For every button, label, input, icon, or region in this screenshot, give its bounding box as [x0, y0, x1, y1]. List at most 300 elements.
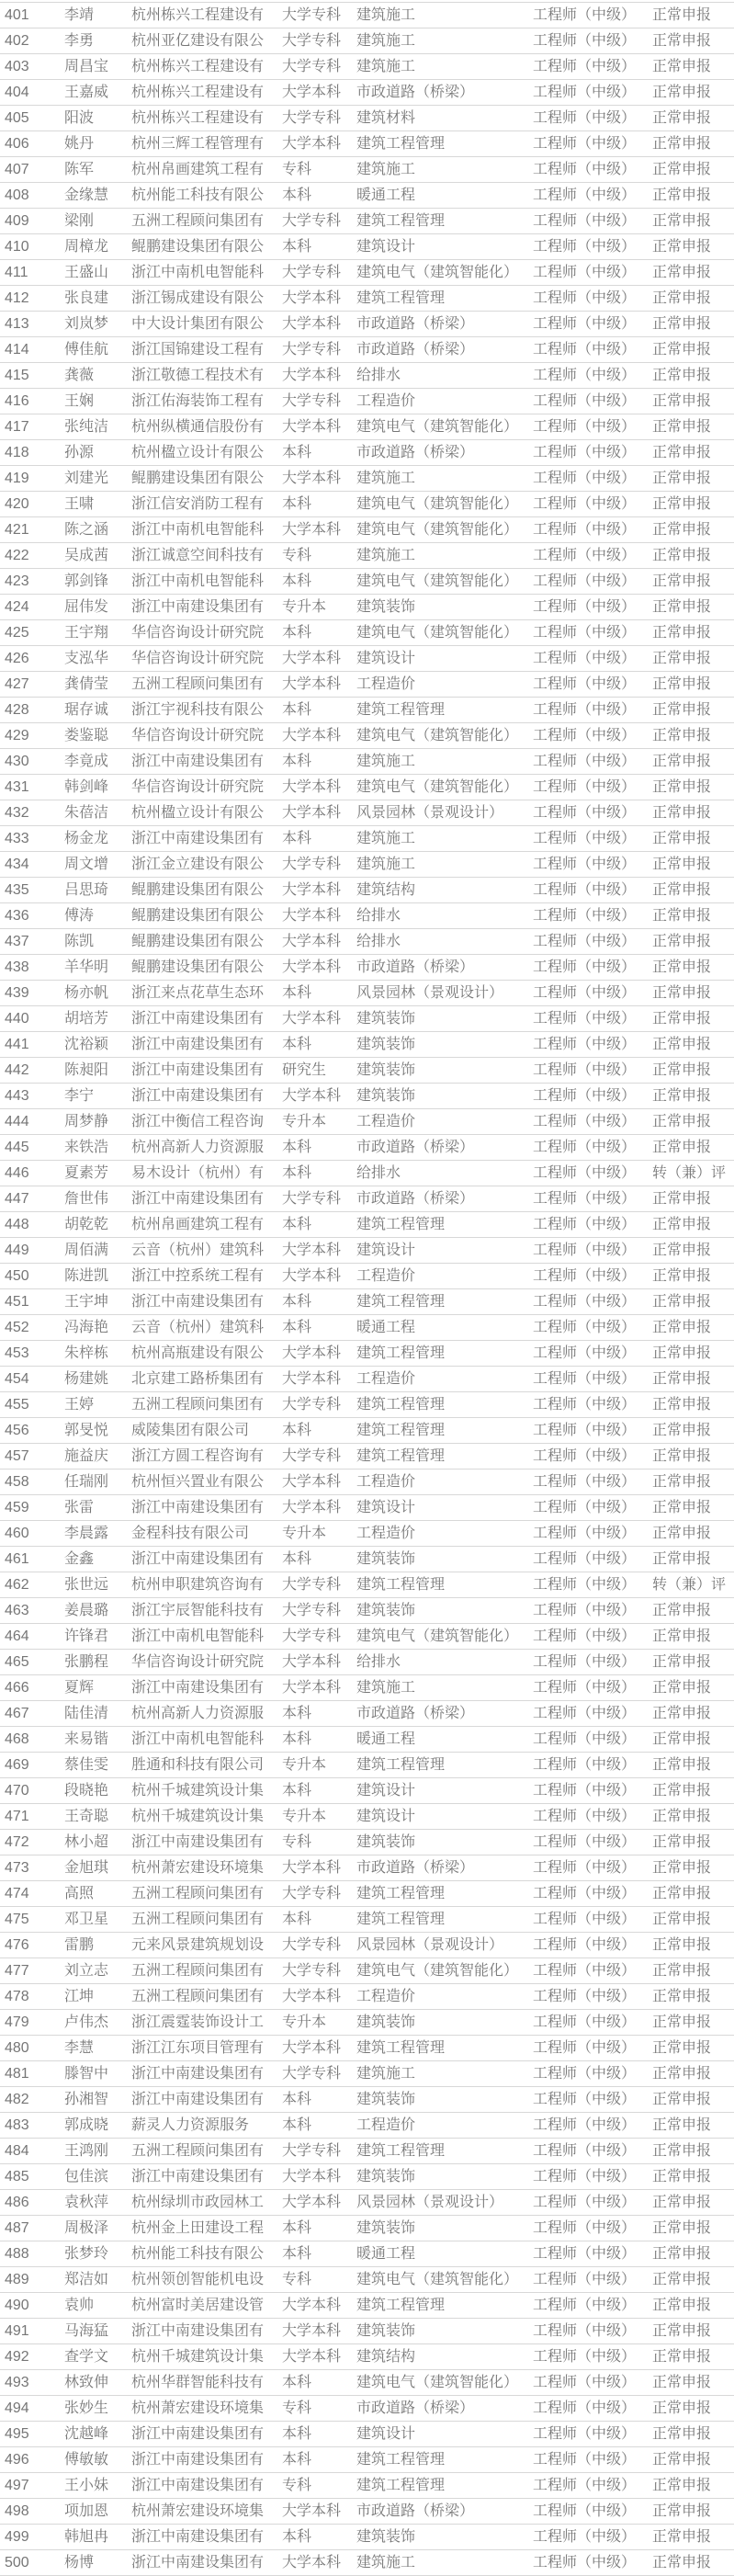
table-row	[0, 2396, 734, 2422]
cell-index: 449	[5, 1243, 29, 1258]
cell-status: 正常申报	[652, 985, 712, 1001]
cell-company: 浙江中南机电智能科	[131, 1628, 265, 1644]
cell-education: 本科	[282, 1551, 312, 1567]
cell-index: 411	[5, 265, 28, 280]
cell-index: 460	[5, 1526, 29, 1541]
cell-specialty: 建筑装饰	[356, 1834, 416, 1850]
cell-company: 北京建工路桥集团有	[131, 1371, 265, 1387]
cell-company: 浙江中南建设集团有	[131, 2478, 265, 2493]
table-row	[0, 363, 734, 389]
cell-company: 五洲工程顾问集团有	[131, 1886, 265, 1901]
cell-name: 张良建	[64, 290, 109, 306]
cell-specialty: 建筑电气（建筑智能化）	[356, 2375, 519, 2390]
cell-specialty: 市政道路（桥梁）	[356, 1140, 475, 1155]
cell-title: 工程师（中级）	[533, 213, 637, 229]
cell-specialty: 建筑电气（建筑智能化）	[356, 2272, 519, 2287]
cell-education: 大学专科	[282, 7, 342, 23]
cell-title: 工程师（中级）	[533, 85, 637, 100]
table-row	[0, 1470, 734, 1495]
cell-company: 云音（杭州）建筑科	[131, 1320, 265, 1335]
cell-specialty: 建筑电气（建筑智能化）	[356, 496, 519, 512]
cell-specialty: 建筑工程管理	[356, 1448, 446, 1464]
cell-education: 大学本科	[282, 1989, 342, 2004]
cell-title: 工程师（中级）	[533, 1783, 637, 1799]
cell-title: 工程师（中级）	[533, 33, 637, 49]
cell-education: 研究生	[282, 1062, 327, 1078]
cell-company: 杭州恒兴置业有限公	[131, 1474, 265, 1490]
cell-company: 华信咨询设计研究院	[131, 728, 265, 743]
cell-education: 本科	[282, 2220, 312, 2236]
cell-specialty: 市政道路（桥梁）	[356, 1860, 475, 1876]
cell-specialty: 给排水	[356, 934, 401, 949]
cell-specialty: 给排水	[356, 1165, 401, 1181]
cell-education: 专升本	[282, 1809, 327, 1824]
cell-index: 466	[5, 1680, 29, 1696]
table-row	[0, 1984, 734, 2010]
cell-title: 工程师（中级）	[533, 2066, 637, 2082]
table-row	[0, 183, 734, 209]
cell-education: 大学专科	[282, 213, 342, 229]
cell-status: 正常申报	[652, 1114, 712, 1129]
cell-company: 浙江中衡信工程咨询	[131, 1114, 265, 1129]
table-row	[0, 2344, 734, 2370]
cell-title: 工程师（中级）	[533, 187, 637, 203]
cell-name: 娄鉴聪	[64, 728, 109, 743]
table-row	[0, 414, 734, 440]
cell-company: 杭州萧宏建设环境集	[131, 2503, 265, 2519]
cell-status: 正常申报	[652, 1088, 712, 1104]
cell-specialty: 建筑工程管理	[356, 213, 446, 229]
cell-specialty: 建筑装饰	[356, 2092, 416, 2107]
cell-company: 杭州栋兴工程建设有	[131, 59, 265, 74]
cell-index: 463	[5, 1603, 29, 1618]
cell-name: 朱蓓洁	[64, 805, 109, 821]
cell-index: 469	[5, 1757, 29, 1773]
cell-index: 461	[5, 1551, 29, 1567]
cell-name: 郭旻悦	[64, 1423, 109, 1438]
cell-name: 王娴	[64, 393, 95, 409]
cell-specialty: 建筑电气（建筑智能化）	[356, 419, 519, 435]
cell-status: 正常申报	[652, 779, 712, 795]
cell-education: 大学本科	[282, 2169, 342, 2184]
cell-status: 正常申报	[652, 1397, 712, 1413]
table-row	[0, 2499, 734, 2525]
cell-education: 专升本	[282, 1757, 327, 1773]
cell-index: 486	[5, 2195, 29, 2210]
cell-title: 工程师（中级）	[533, 625, 637, 641]
cell-name: 王奇聪	[64, 1809, 109, 1824]
cell-title: 工程师（中级）	[533, 1037, 637, 1052]
cell-index: 432	[5, 805, 29, 821]
cell-company: 中大设计集团有限公	[131, 316, 265, 332]
table-row	[0, 1804, 734, 1830]
cell-name: 杨博	[64, 2555, 95, 2570]
cell-company: 浙江中南建设集团有	[131, 2066, 265, 2082]
cell-status: 正常申报	[652, 728, 712, 743]
table-row	[0, 1547, 734, 1572]
table-row	[0, 775, 734, 800]
cell-education: 大学专科	[282, 1191, 342, 1207]
cell-name: 滕智中	[64, 2066, 109, 2082]
cell-name: 王宇翔	[64, 625, 109, 641]
cell-status: 正常申报	[652, 1963, 712, 1979]
cell-company: 浙江敬德工程技术有	[131, 368, 265, 383]
cell-specialty: 市政道路（桥梁）	[356, 959, 475, 975]
cell-specialty: 暖通工程	[356, 2246, 416, 2262]
cell-index: 453	[5, 1345, 29, 1361]
cell-company: 杭州帛画建筑工程有	[131, 1217, 265, 1232]
cell-index: 457	[5, 1448, 29, 1464]
cell-status: 正常申报	[652, 1217, 712, 1232]
cell-specialty: 建筑装饰	[356, 2323, 416, 2339]
table-row	[0, 1032, 734, 1058]
cell-company: 鲲鹏建设集团有限公	[131, 239, 265, 255]
cell-education: 本科	[282, 496, 312, 512]
cell-education: 本科	[282, 1140, 312, 1155]
cell-education: 本科	[282, 239, 312, 255]
cell-name: 李晨露	[64, 1526, 109, 1541]
cell-title: 工程师（中级）	[533, 59, 637, 74]
cell-index: 467	[5, 1706, 29, 1721]
cell-name: 江坤	[64, 1989, 95, 2004]
cell-name: 段晓艳	[64, 1783, 109, 1799]
cell-title: 工程师（中级）	[533, 2323, 637, 2339]
cell-specialty: 市政道路（桥梁）	[356, 2400, 475, 2416]
cell-company: 华信咨询设计研究院	[131, 625, 265, 641]
cell-status: 正常申报	[652, 1603, 712, 1618]
cell-specialty: 工程造价	[356, 1268, 416, 1284]
cell-title: 工程师（中级）	[533, 959, 637, 975]
cell-status: 正常申报	[652, 2246, 712, 2262]
cell-company: 浙江江东项目管理有	[131, 2040, 265, 2056]
cell-title: 工程师（中级）	[533, 1397, 637, 1413]
cell-company: 浙江中南机电智能科	[131, 1731, 265, 1747]
cell-specialty: 工程造价	[356, 1114, 416, 1129]
cell-education: 大学本科	[282, 651, 342, 666]
cell-education: 本科	[282, 2375, 312, 2390]
cell-title: 工程师（中级）	[533, 1474, 637, 1490]
table-row	[0, 2293, 734, 2319]
cell-company: 浙江中南建设集团有	[131, 1088, 265, 1104]
cell-status: 正常申报	[652, 2272, 712, 2287]
cell-company: 五洲工程顾问集团有	[131, 1963, 265, 1979]
cell-title: 工程师（中级）	[533, 265, 637, 280]
cell-specialty: 风景园林（景观设计）	[356, 1937, 504, 1953]
cell-education: 大学本科	[282, 1268, 342, 1284]
cell-name: 傅佳航	[64, 342, 109, 357]
cell-index: 445	[5, 1140, 29, 1155]
cell-name: 项加恩	[64, 2503, 109, 2519]
cell-status: 正常申报	[652, 1320, 712, 1335]
cell-name: 杨亦帆	[64, 985, 109, 1001]
cell-status: 正常申报	[652, 85, 712, 100]
cell-specialty: 建筑施工	[356, 2555, 416, 2570]
cell-specialty: 建筑设计	[356, 2426, 416, 2442]
cell-education: 大学本科	[282, 959, 342, 975]
table-row	[0, 800, 734, 826]
cell-education: 大学专科	[282, 1603, 342, 1618]
cell-title: 工程师（中级）	[533, 779, 637, 795]
cell-title: 工程师（中级）	[533, 2143, 637, 2159]
cell-title: 工程师（中级）	[533, 1757, 637, 1773]
cell-specialty: 暖通工程	[356, 1320, 416, 1335]
table-row	[0, 517, 734, 543]
cell-title: 工程师（中级）	[533, 1809, 637, 1824]
cell-company: 杭州萧宏建设环境集	[131, 1860, 265, 1876]
cell-index: 489	[5, 2272, 29, 2287]
cell-index: 474	[5, 1886, 29, 1901]
cell-index: 451	[5, 1294, 29, 1310]
cell-status: 正常申报	[652, 1783, 712, 1799]
cell-status: 正常申报	[652, 2478, 712, 2493]
cell-status: 正常申报	[652, 1243, 712, 1258]
cell-index: 425	[5, 625, 29, 641]
cell-specialty: 建筑装饰	[356, 1603, 416, 1618]
cell-status: 正常申报	[652, 1423, 712, 1438]
cell-name: 陈军	[64, 162, 95, 177]
cell-education: 大学本科	[282, 2298, 342, 2313]
cell-education: 本科	[282, 573, 312, 589]
cell-specialty: 建筑结构	[356, 882, 416, 898]
cell-education: 专科	[282, 548, 312, 563]
cell-company: 五洲工程顾问集团有	[131, 2143, 265, 2159]
cell-education: 本科	[282, 1783, 312, 1799]
cell-index: 490	[5, 2298, 29, 2313]
cell-education: 大学本科	[282, 1243, 342, 1258]
cell-education: 大学专科	[282, 1397, 342, 1413]
cell-education: 本科	[282, 2246, 312, 2262]
table-row	[0, 2139, 734, 2164]
cell-title: 工程师（中级）	[533, 2452, 637, 2468]
cell-specialty: 建筑施工	[356, 2066, 416, 2082]
cell-company: 浙江中南建设集团有	[131, 2092, 265, 2107]
cell-education: 大学本科	[282, 2555, 342, 2570]
cell-specialty: 建筑施工	[356, 162, 416, 177]
cell-company: 浙江中南建设集团有	[131, 1680, 265, 1696]
table-row	[0, 620, 734, 646]
cell-name: 李勇	[64, 33, 95, 49]
cell-specialty: 建筑设计	[356, 239, 416, 255]
cell-company: 华信咨询设计研究院	[131, 1654, 265, 1670]
cell-specialty: 建筑施工	[356, 831, 416, 846]
cell-education: 大学本科	[282, 1088, 342, 1104]
cell-company: 杭州领创智能机电设	[131, 2272, 265, 2287]
cell-index: 454	[5, 1371, 29, 1387]
cell-specialty: 建筑材料	[356, 110, 416, 126]
cell-specialty: 建筑工程管理	[356, 1345, 446, 1361]
table-row	[0, 595, 734, 620]
cell-index: 442	[5, 1062, 29, 1078]
table-row	[0, 1341, 734, 1367]
table-row	[0, 1058, 734, 1084]
cell-company: 杭州富时美居建设管	[131, 2298, 265, 2313]
cell-education: 专升本	[282, 599, 327, 615]
cell-title: 工程师（中级）	[533, 393, 637, 409]
cell-index: 427	[5, 676, 29, 692]
cell-specialty: 建筑装饰	[356, 1037, 416, 1052]
cell-specialty: 建筑装饰	[356, 1088, 416, 1104]
cell-status: 正常申报	[652, 2040, 712, 2056]
table-row	[0, 2319, 734, 2344]
cell-name: 马海猛	[64, 2323, 109, 2339]
cell-index: 415	[5, 368, 29, 383]
cell-index: 407	[5, 162, 29, 177]
cell-education: 大学本科	[282, 2040, 342, 2056]
cell-specialty: 市政道路（桥梁）	[356, 85, 475, 100]
cell-company: 浙江国锦建设工程有	[131, 342, 265, 357]
cell-company: 杭州纵横通信股份有	[131, 419, 265, 435]
cell-education: 专科	[282, 2272, 312, 2287]
cell-index: 414	[5, 342, 29, 357]
cell-education: 大学本科	[282, 1011, 342, 1027]
cell-company: 鲲鹏建设集团有限公	[131, 882, 265, 898]
cell-name: 姚丹	[64, 136, 95, 152]
table-row	[0, 1521, 734, 1547]
cell-index: 406	[5, 136, 29, 152]
cell-title: 工程师（中级）	[533, 1062, 637, 1078]
cell-name: 琚存诚	[64, 702, 109, 718]
cell-specialty: 建筑工程管理	[356, 702, 446, 718]
cell-index: 476	[5, 1937, 29, 1953]
cell-name: 周佰满	[64, 1243, 109, 1258]
cell-name: 王婷	[64, 1397, 95, 1413]
cell-name: 周文增	[64, 857, 109, 872]
cell-title: 工程师（中级）	[533, 7, 637, 23]
cell-title: 工程师（中级）	[533, 2349, 637, 2365]
cell-company: 浙江中南机电智能科	[131, 522, 265, 538]
cell-title: 工程师（中级）	[533, 2529, 637, 2545]
cell-status: 正常申报	[652, 2220, 712, 2236]
cell-specialty: 建筑设计	[356, 1809, 416, 1824]
cell-education: 本科	[282, 985, 312, 1001]
cell-company: 杭州千城建筑设计集	[131, 1783, 265, 1799]
cell-specialty: 建筑施工	[356, 1680, 416, 1696]
table-row	[0, 1212, 734, 1238]
cell-status: 正常申报	[652, 2143, 712, 2159]
cell-education: 大学专科	[282, 1448, 342, 1464]
cell-status: 正常申报	[652, 1371, 712, 1387]
cell-education: 大学专科	[282, 342, 342, 357]
cell-company: 杭州楹立设计有限公	[131, 805, 265, 821]
cell-education: 本科	[282, 445, 312, 460]
cell-education: 专科	[282, 2478, 312, 2493]
cell-index: 459	[5, 1500, 29, 1515]
cell-name: 姜晨璐	[64, 1603, 109, 1618]
cell-education: 大学专科	[282, 393, 342, 409]
cell-title: 工程师（中级）	[533, 1886, 637, 1901]
cell-specialty: 工程造价	[356, 676, 416, 692]
cell-education: 大学本科	[282, 1500, 342, 1515]
cell-title: 工程师（中级）	[533, 2092, 637, 2107]
cell-specialty: 建筑工程管理	[356, 2143, 446, 2159]
cell-title: 工程师（中级）	[533, 316, 637, 332]
cell-name: 许锋君	[64, 1628, 109, 1644]
cell-company: 五洲工程顾问集团有	[131, 676, 265, 692]
cell-specialty: 建筑设计	[356, 1243, 416, 1258]
cell-status: 正常申报	[652, 2117, 712, 2133]
cell-index: 468	[5, 1731, 29, 1747]
cell-name: 任瑞刚	[64, 1474, 109, 1490]
cell-specialty: 给排水	[356, 908, 401, 924]
cell-education: 大学专科	[282, 857, 342, 872]
cell-title: 工程师（中级）	[533, 2220, 637, 2236]
cell-education: 专科	[282, 162, 312, 177]
cell-name: 李靖	[64, 7, 95, 23]
cell-status: 正常申报	[652, 59, 712, 74]
table-row	[0, 1264, 734, 1289]
cell-company: 杭州华群智能科技有	[131, 2375, 265, 2390]
cell-status: 正常申报	[652, 445, 712, 460]
cell-name: 李宁	[64, 1088, 95, 1104]
cell-name: 龚倩莹	[64, 676, 109, 692]
cell-specialty: 市政道路（桥梁）	[356, 1191, 475, 1207]
cell-company: 杭州绿圳市政园林工	[131, 2195, 265, 2210]
cell-index: 484	[5, 2143, 29, 2159]
cell-title: 工程师（中级）	[533, 1140, 637, 1155]
cell-index: 477	[5, 1963, 29, 1979]
cell-education: 专科	[282, 1834, 312, 1850]
cell-name: 袁秋萍	[64, 2195, 109, 2210]
cell-name: 胡乾乾	[64, 1217, 109, 1232]
cell-title: 工程师（中级）	[533, 857, 637, 872]
table-row	[0, 2010, 734, 2036]
cell-name: 郭剑锋	[64, 573, 109, 589]
cell-title: 工程师（中级）	[533, 676, 637, 692]
cell-status: 正常申报	[652, 959, 712, 975]
cell-status: 正常申报	[652, 1628, 712, 1644]
cell-index: 412	[5, 290, 29, 306]
cell-title: 工程师（中级）	[533, 908, 637, 924]
cell-name: 林致伸	[64, 2375, 109, 2390]
cell-index: 475	[5, 1912, 29, 1927]
cell-index: 435	[5, 882, 29, 898]
cell-index: 494	[5, 2400, 29, 2416]
cell-company: 浙江中南建设集团有	[131, 754, 265, 769]
cell-company: 杭州高瓶建设有限公	[131, 1345, 265, 1361]
cell-title: 工程师（中级）	[533, 1963, 637, 1979]
cell-title: 工程师（中级）	[533, 882, 637, 898]
cell-name: 金鑫	[64, 1551, 95, 1567]
cell-index: 462	[5, 1577, 29, 1593]
cell-index: 440	[5, 1011, 29, 1027]
table-row	[0, 1186, 734, 1212]
cell-status: 正常申报	[652, 676, 712, 692]
cell-title: 工程师（中级）	[533, 1345, 637, 1361]
cell-education: 大学本科	[282, 934, 342, 949]
cell-company: 浙江中南建设集团有	[131, 2555, 265, 2570]
cell-title: 工程师（中级）	[533, 1088, 637, 1104]
table-row	[0, 1933, 734, 1958]
cell-title: 工程师（中级）	[533, 573, 637, 589]
cell-specialty: 建筑施工	[356, 7, 416, 23]
cell-name: 李竟成	[64, 754, 109, 769]
cell-specialty: 建筑施工	[356, 33, 416, 49]
cell-index: 498	[5, 2503, 29, 2519]
cell-specialty: 建筑施工	[356, 548, 416, 563]
cell-index: 409	[5, 213, 29, 229]
cell-title: 工程师（中级）	[533, 1577, 637, 1593]
table-row	[0, 1907, 734, 1933]
table-row	[0, 312, 734, 337]
cell-title: 工程师（中级）	[533, 496, 637, 512]
table-row	[0, 1109, 734, 1135]
cell-status: 正常申报	[652, 882, 712, 898]
cell-specialty: 建筑工程管理	[356, 2478, 446, 2493]
cell-specialty: 市政道路（桥梁）	[356, 342, 475, 357]
cell-specialty: 建筑装饰	[356, 2220, 416, 2236]
cell-name: 包佳滨	[64, 2169, 109, 2184]
cell-name: 王嘉威	[64, 85, 109, 100]
